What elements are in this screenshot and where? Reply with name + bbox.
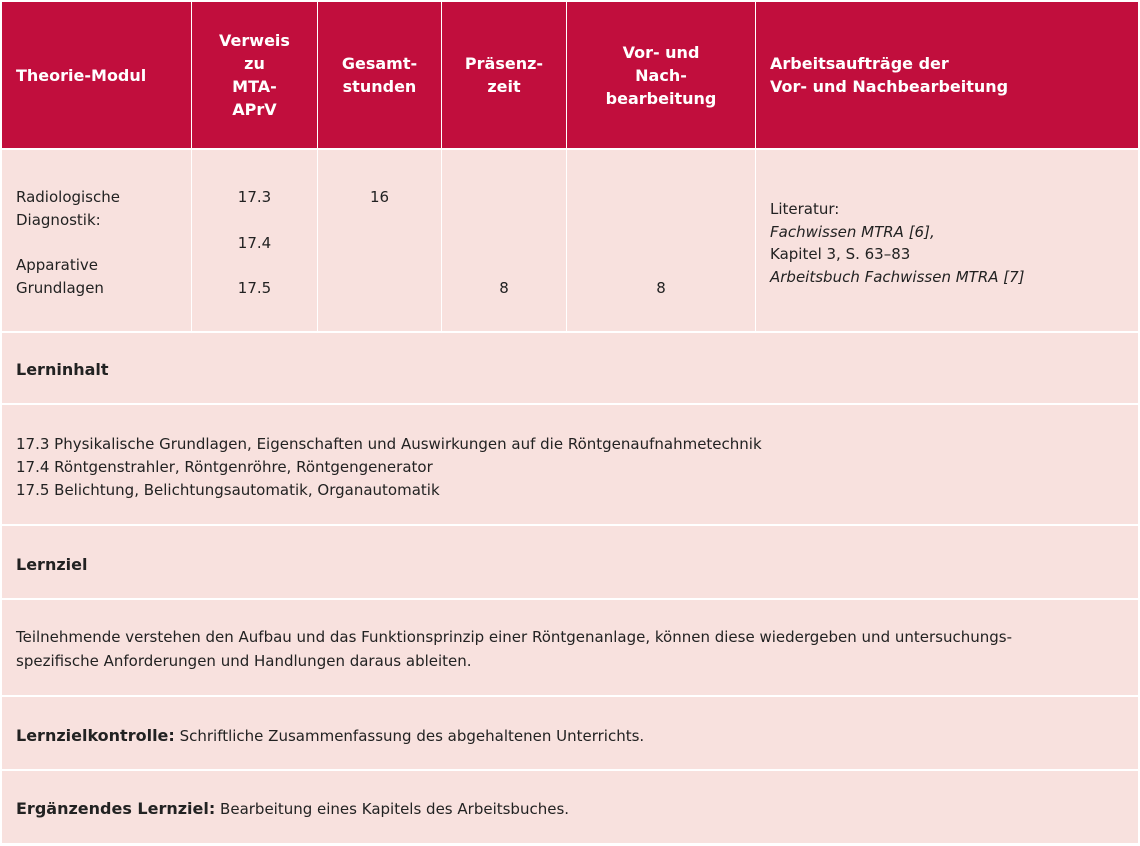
header-verweis (192, 2, 317, 148)
tasks-workbook-title: Arbeitsbuch Fachwissen MTRA [7] (770, 268, 1025, 286)
prep-hours: 8 (656, 279, 666, 297)
module-name-part1: Radiologische Diagnostik: (16, 188, 120, 229)
tasks-book-title: Fachwissen MTRA [6], (770, 223, 935, 241)
header-arbeitsauftraege (770, 2, 1130, 148)
column-divider (441, 2, 442, 331)
presence-hours: 8 (499, 279, 509, 297)
ref-17-3: 17.3 (237, 188, 272, 206)
lerninhalt-item: 17.4 Röntgenstrahler, Röntgenröhre, Röntgengenerator (16, 458, 433, 476)
column-divider (191, 2, 192, 331)
lerninhalt-heading-row (2, 333, 1138, 403)
header-label: Gesamt- stunden (341, 54, 418, 96)
header-vor-nachbearbeitung (567, 2, 755, 148)
column-divider (566, 2, 567, 331)
ref-17-5: 17.5 (237, 279, 272, 297)
total-hours: 16 (369, 188, 390, 206)
tasks-chapter: Kapitel 3, S. 63–83 (770, 245, 911, 263)
lerninhalt-item: 17.3 Physikalische Grundlagen, Eigenschaften und Auswirkungen auf die Röntgenaufnahmetechnik (16, 435, 762, 453)
header-praesenzzeit (442, 2, 566, 148)
lernzielkontrolle-label: Lernzielkontrolle: (16, 726, 175, 745)
lernzielkontrolle (16, 724, 644, 748)
data-row (2, 150, 1138, 331)
ref-17-4: 17.4 (237, 234, 272, 252)
header-label: Präsenz- zeit (464, 54, 544, 96)
header-label: Arbeitsaufträge der Vor- und Nachbearbeitung (770, 54, 1009, 96)
tasks-label: Literatur: (770, 200, 840, 218)
header-label: Theorie-Modul (16, 65, 147, 85)
lernziel-heading-row (2, 526, 1138, 598)
column-divider (317, 2, 318, 331)
header-label: Verweis zu MTA- APrV (219, 31, 290, 119)
module-name-part2: Apparative Grundlagen (16, 256, 104, 297)
header-theorie-modul (16, 2, 186, 148)
ergaenzendes-lernziel-label: Ergänzendes Lernziel: (16, 799, 216, 818)
lernziel-heading: Lernziel (16, 555, 88, 574)
column-divider (755, 2, 756, 331)
lernziel-text-line2: spezifische Anforderungen und Handlungen daraus ableiten. (16, 652, 472, 670)
header-gesamtstunden (318, 2, 441, 148)
header-label: Vor- und Nach- bearbeitung (605, 42, 717, 108)
ergaenzendes-lernziel (16, 797, 569, 821)
ergaenzendes-lernziel-text: Bearbeitung eines Kapitels des Arbeitsbuches. (215, 800, 570, 818)
lerninhalt-heading: Lerninhalt (16, 360, 109, 379)
lernziel-text-line1: Teilnehmende verstehen den Aufbau und das Funktionsprinzip einer Röntgenanlage, können diese wiedergeben und untersuchungs- (16, 628, 1012, 646)
lernzielkontrolle-text: Schriftliche Zusammenfassung des abgehaltenen Unterrichts. (174, 727, 645, 745)
lerninhalt-item: 17.5 Belichtung, Belichtungsautomatik, Organautomatik (16, 481, 440, 499)
